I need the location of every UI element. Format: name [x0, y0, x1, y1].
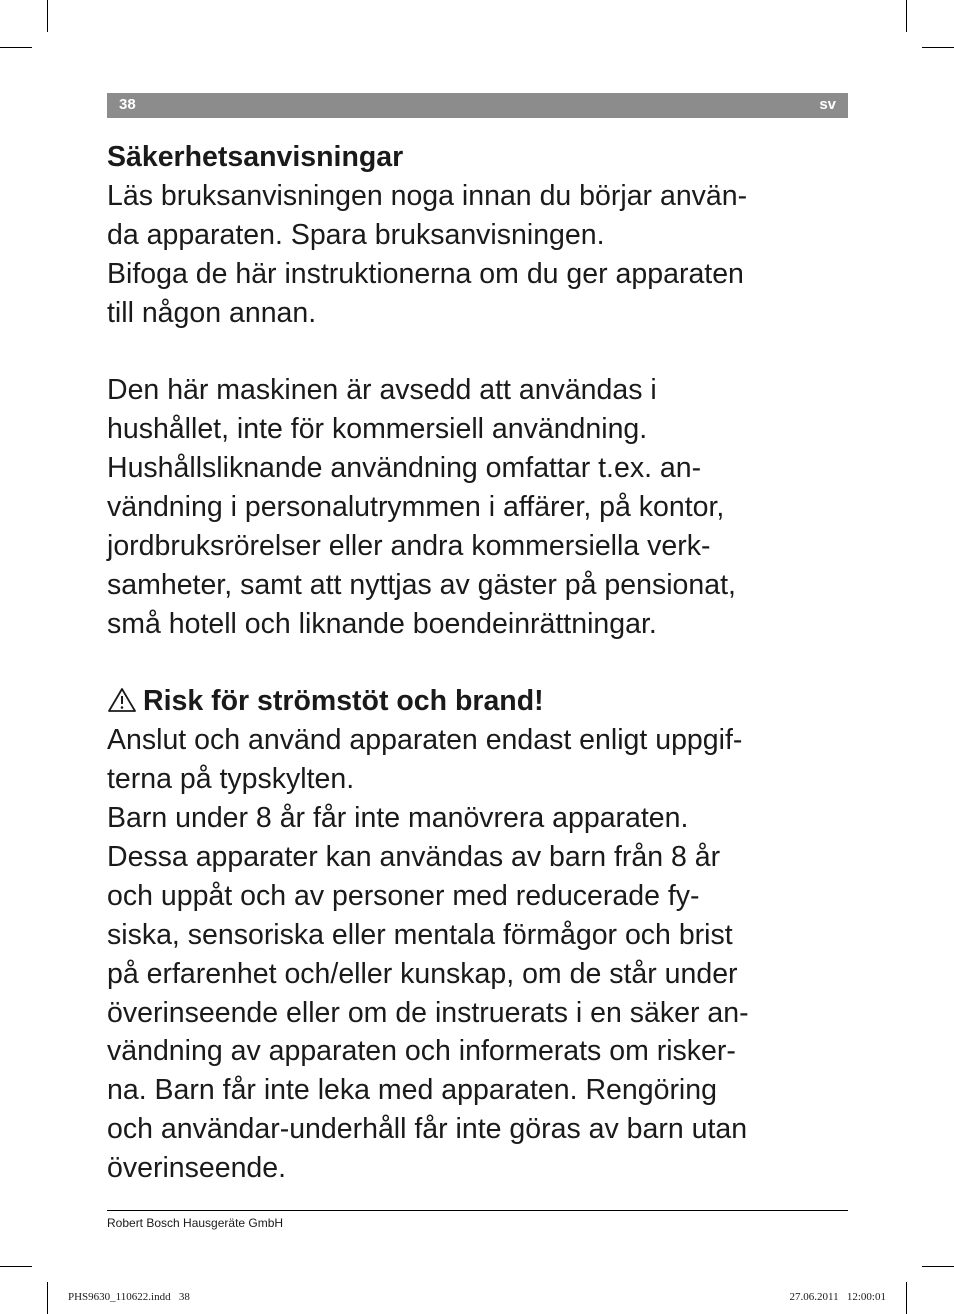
- text-line: små hotell och liknande boendeinrättningar.: [107, 607, 657, 640]
- slug-datetime: 27.06.2011 12:00:01: [789, 1291, 886, 1303]
- footer-company: Robert Bosch Hausgeräte GmbH: [107, 1216, 284, 1230]
- text-line: Läs bruksanvisningen noga innan du börjar använ-: [107, 179, 748, 212]
- text-line: Dessa apparater kan användas av barn från 8 år: [107, 841, 721, 874]
- text-line: na. Barn får inte leka med apparaten. Rengöring: [107, 1074, 717, 1107]
- crop-mark: [47, 0, 48, 32]
- page-content: [107, 138, 852, 1188]
- text-line: överinseende.: [107, 1152, 287, 1185]
- page-number: 38: [119, 96, 136, 113]
- text-line: till någon annan.: [107, 296, 317, 329]
- text-line: siska, sensoriska eller mentala förmågor och brist: [107, 918, 733, 951]
- language-code: sv: [819, 96, 836, 113]
- text-line: på erfarenhet och/eller kunskap, om de står under: [107, 957, 738, 990]
- text-line: Hushållsliknande användning omfattar t.ex. an-: [107, 452, 702, 485]
- crop-mark: [47, 1282, 48, 1314]
- text-line: vändning i personalutrymmen i affärer, på kontor,: [107, 491, 725, 524]
- text-line: samheter, samt att nyttjas av gäster på pensionat,: [107, 568, 736, 601]
- text-line: överinseende eller om de instruerats i en säker an-: [107, 996, 749, 1029]
- crop-mark: [0, 47, 32, 48]
- text-line: da apparaten. Spara bruksanvisningen.: [107, 218, 605, 251]
- crop-mark: [922, 1266, 954, 1267]
- text-line: Den här maskinen är avsedd att användas i: [107, 374, 657, 407]
- text-line: Anslut och använd apparaten endast enligt uppgif-: [107, 724, 743, 757]
- text-line: och användar-underhåll får inte göras av barn utan: [107, 1113, 748, 1146]
- warning-triangle-icon: [107, 682, 137, 721]
- text-line: hushållet, inte för kommersiell användning.: [107, 413, 648, 446]
- text-line: terna på typskylten.: [107, 763, 355, 796]
- section-heading: Säkerhetsanvisningar: [107, 141, 404, 173]
- crop-mark: [0, 1266, 32, 1267]
- text-line: vändning av apparaten och informerats om risker-: [107, 1035, 736, 1068]
- footer-rule: [107, 1210, 848, 1211]
- text-line: Bifoga de här instruktionerna om du ger apparaten: [107, 257, 744, 290]
- page-header-bar: [107, 93, 848, 118]
- crop-mark: [922, 47, 954, 48]
- crop-mark: [906, 0, 907, 32]
- paragraph-gap: [107, 332, 852, 371]
- paragraph-gap: [107, 644, 852, 683]
- text-line: och uppåt och av personer med reducerade fy-: [107, 879, 700, 912]
- crop-mark: [906, 1282, 907, 1314]
- warning-heading: Risk för strömstöt och brand!: [143, 685, 544, 718]
- warning-heading-line: [107, 682, 852, 721]
- text-line: Barn under 8 år får inte manövrera apparaten.: [107, 802, 689, 835]
- slug-file: PHS9630_110622.indd 38: [68, 1291, 190, 1303]
- text-line: jordbruksrörelser eller andra kommersiella verk-: [107, 529, 711, 562]
